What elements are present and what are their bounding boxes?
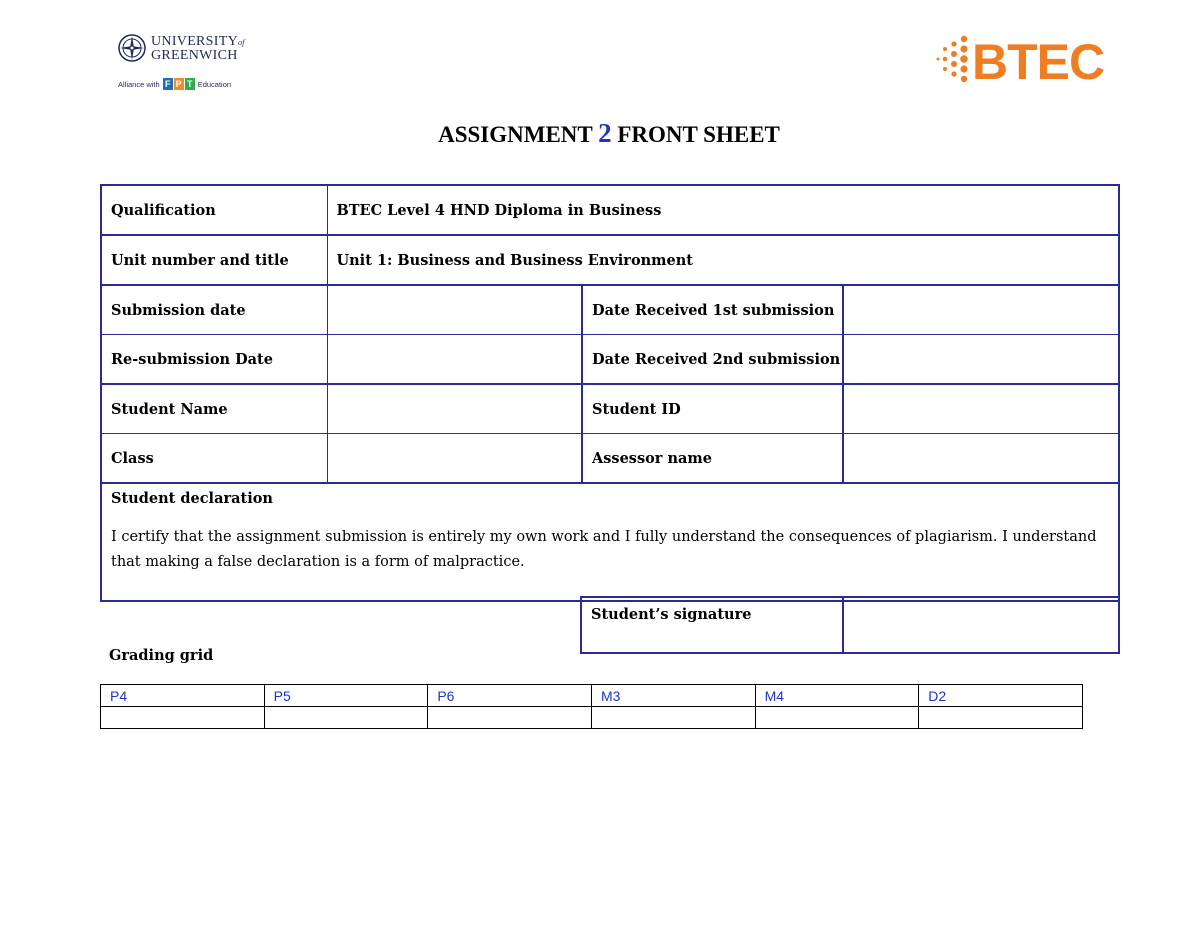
student-name-field[interactable] (327, 384, 582, 434)
grade-value-cell[interactable] (264, 707, 428, 729)
student-name-label: Student Name (101, 384, 327, 434)
grade-criterion: P4 (101, 685, 265, 707)
resubmission-row (101, 335, 1119, 385)
class-row (101, 434, 1119, 484)
submission-date-label: Submission date (101, 285, 327, 335)
grade-criterion: P5 (264, 685, 428, 707)
class-field[interactable] (327, 434, 582, 484)
resubmission-date-field[interactable] (327, 335, 582, 385)
student-id-label: Student ID (582, 384, 843, 434)
page-title: ASSIGNMENT 2 FRONT SHEET (438, 118, 780, 148)
grade-criterion: D2 (919, 685, 1083, 707)
university-of-greenwich-logo (118, 32, 278, 94)
university-name: UNIVERSITYof GREENWICH (151, 34, 245, 63)
grading-criteria-row (101, 685, 1083, 707)
class-label: Class (101, 434, 327, 484)
grade-value-cell[interactable] (101, 707, 265, 729)
assignment-number: 2 (598, 118, 612, 148)
declaration-heading: Student declaration (111, 490, 273, 507)
grading-grid-label: Grading grid (109, 647, 214, 664)
grade-criterion: P6 (428, 685, 592, 707)
declaration-text: I certify that the assignment submission is entirely my own work and I fully understand the consequences of plagiarism. I understand that making a false declaration is a form of malpractice. (111, 529, 1097, 570)
grading-values-row (101, 707, 1083, 729)
grade-value-cell[interactable] (919, 707, 1083, 729)
front-sheet-table (100, 184, 1120, 602)
btec-dots-icon (934, 33, 974, 91)
qualification-value: BTEC Level 4 HND Diploma in Business (327, 185, 1119, 235)
unit-label: Unit number and title (101, 235, 327, 285)
grade-value-cell[interactable] (591, 707, 755, 729)
date-received-2-field[interactable] (843, 335, 1119, 385)
grade-value-cell[interactable] (428, 707, 592, 729)
resubmission-date-label: Re-submission Date (101, 335, 327, 385)
student-declaration (101, 483, 1119, 601)
date-received-1-field[interactable] (843, 285, 1119, 335)
assessor-name-field[interactable] (843, 434, 1119, 484)
grade-value-cell[interactable] (755, 707, 919, 729)
submission-date-field[interactable] (327, 285, 582, 335)
submission-date-row (101, 285, 1119, 335)
btec-wordmark: BTEC (972, 34, 1105, 90)
grading-grid-table (100, 684, 1083, 729)
qualification-row (101, 185, 1119, 235)
unit-value: Unit 1: Business and Business Environment (327, 235, 1119, 285)
signature-field[interactable] (843, 597, 1119, 653)
compass-seal-icon (118, 34, 146, 62)
alliance-line: Alliance with F P T Education (118, 79, 232, 89)
date-received-2-label: Date Received 2nd submission (582, 335, 843, 385)
student-id-field[interactable] (843, 384, 1119, 434)
signature-table (580, 596, 1120, 654)
student-name-row (101, 384, 1119, 434)
declaration-row (101, 483, 1119, 601)
date-received-1-label: Date Received 1st submission (582, 285, 843, 335)
assessor-name-label: Assessor name (582, 434, 843, 484)
signature-label: Student’s signature (581, 597, 843, 653)
grade-criterion: M4 (755, 685, 919, 707)
fpt-logo: F P T (163, 78, 195, 90)
unit-row (101, 235, 1119, 285)
btec-logo (934, 33, 1120, 91)
qualification-label: Qualification (101, 185, 327, 235)
grade-criterion: M3 (591, 685, 755, 707)
